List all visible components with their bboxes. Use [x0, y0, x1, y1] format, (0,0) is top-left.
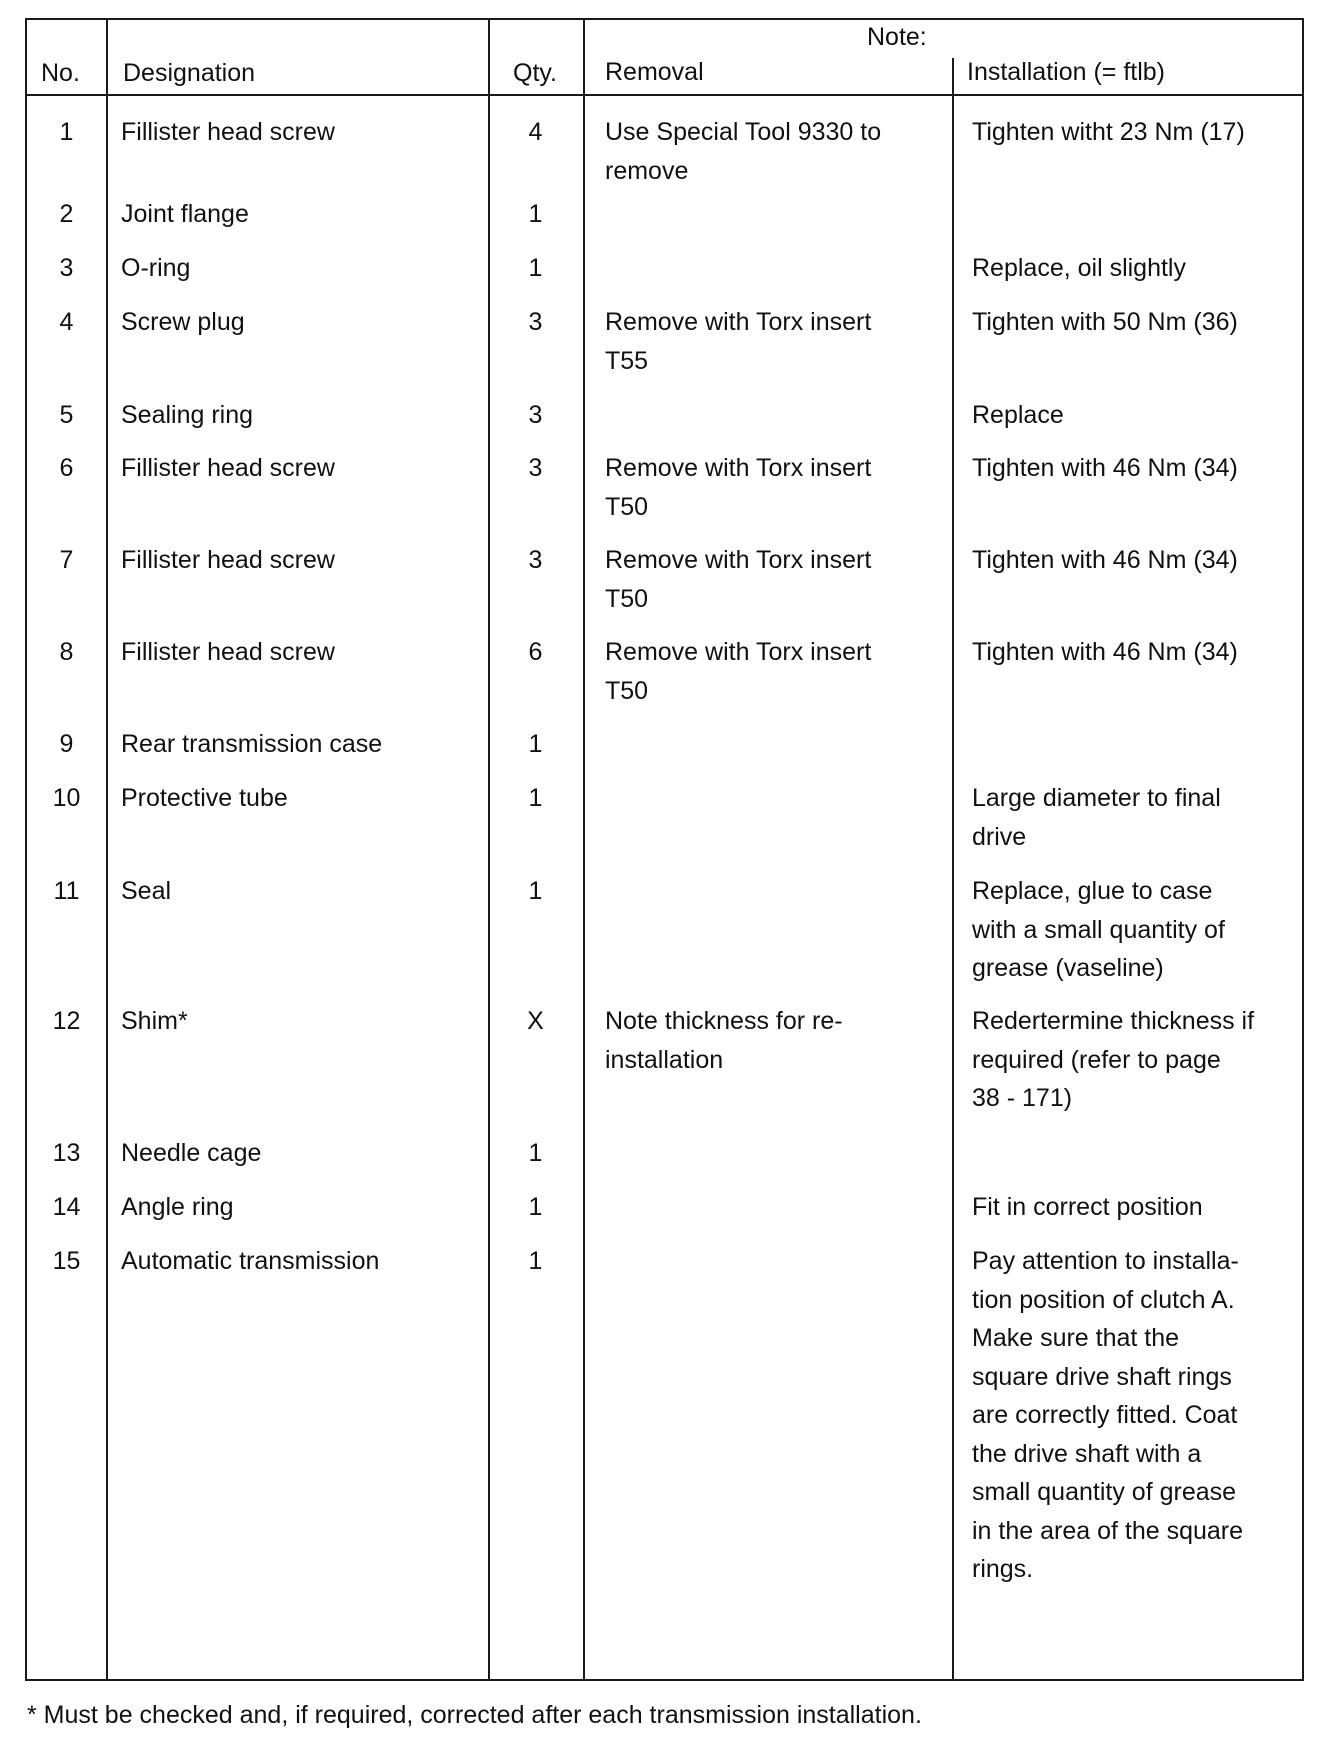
row-qty: 1 — [528, 1193, 543, 1221]
row-designation: Fillister head screw — [121, 118, 335, 146]
row-number: 2 — [59, 200, 74, 228]
row-qty: 1 — [528, 1247, 543, 1275]
row-number: 4 — [59, 308, 74, 336]
footnote: * Must be checked and, if required, corrected after each transmission installation. — [27, 1701, 922, 1729]
row-removal-note: T50 — [605, 676, 649, 705]
row-number: 9 — [59, 730, 74, 758]
row-designation: Fillister head screw — [121, 454, 335, 482]
row-installation-note: Make sure that the — [972, 1324, 1180, 1352]
row-installation-note: Replace — [972, 401, 1064, 429]
header-designation: Designation — [123, 59, 256, 87]
row-installation-note: with a small quantity of — [972, 915, 1225, 944]
row-installation-note: small quantity of grease — [972, 1478, 1237, 1506]
row-installation-note: are correctly fitted. Coat — [972, 1401, 1238, 1429]
row-qty: 3 — [528, 546, 543, 574]
row-designation: Shim* — [121, 1007, 188, 1035]
row-removal-note: T50 — [605, 584, 649, 613]
row-installation-note: drive — [972, 822, 1027, 851]
row-number: 7 — [59, 546, 74, 574]
row-number: 13 — [52, 1139, 81, 1167]
row-designation: O-ring — [121, 254, 191, 282]
row-installation-note: tion position of clutch A. — [972, 1285, 1235, 1314]
row-installation-note: Tighten with 46 Nm (34) — [972, 454, 1238, 482]
header-no: No. — [41, 59, 80, 87]
row-installation-note: Fit in correct position — [972, 1193, 1203, 1221]
column-divider — [106, 20, 108, 1679]
row-removal-note: installation — [605, 1045, 724, 1074]
row-designation: Angle ring — [121, 1193, 234, 1221]
column-divider — [583, 20, 585, 1679]
row-installation-note: grease (vaseline) — [972, 954, 1164, 982]
row-qty: 4 — [528, 118, 543, 146]
row-removal-note: Remove with Torx insert — [605, 308, 872, 336]
row-designation: Fillister head screw — [121, 638, 335, 666]
row-designation: Automatic transmission — [121, 1247, 380, 1275]
row-removal-note: remove — [605, 156, 689, 185]
row-removal-note: Note thickness for re- — [605, 1007, 843, 1035]
row-number: 11 — [53, 877, 80, 905]
column-divider — [952, 58, 954, 1679]
row-qty: 1 — [528, 877, 543, 905]
row-number: 5 — [59, 401, 74, 429]
row-installation-note: Large diameter to final — [972, 784, 1221, 812]
row-number: 8 — [59, 638, 74, 666]
parts-table — [25, 18, 1304, 1681]
row-installation-note: rings. — [972, 1555, 1034, 1583]
row-qty: 1 — [528, 200, 543, 228]
row-installation-note: Tighten with 46 Nm (34) — [972, 638, 1238, 666]
row-installation-note: Replace, oil slightly — [972, 254, 1186, 282]
row-installation-note: Tighten with 46 Nm (34) — [972, 546, 1238, 574]
row-qty: 1 — [528, 730, 543, 758]
row-installation-note: in the area of the square — [972, 1516, 1244, 1545]
row-designation: Screw plug — [121, 308, 245, 336]
row-removal-note: Use Special Tool 9330 to — [605, 118, 882, 146]
row-designation: Seal — [121, 877, 172, 905]
row-qty: 3 — [528, 454, 543, 482]
row-designation: Fillister head screw — [121, 546, 335, 574]
row-removal-note: Remove with Torx insert — [605, 454, 872, 482]
row-installation-note: required (refer to page — [972, 1045, 1221, 1074]
row-qty: 1 — [528, 784, 543, 812]
row-removal-note: T50 — [605, 492, 649, 521]
row-removal-note: T55 — [605, 346, 649, 375]
row-number: 3 — [59, 254, 74, 282]
row-installation-note: Tighten witht 23 Nm (17) — [972, 118, 1245, 146]
row-removal-note: Remove with Torx insert — [605, 546, 872, 574]
row-qty: 1 — [528, 254, 543, 282]
row-qty: 3 — [528, 308, 543, 336]
row-installation-note: the drive shaft with a — [972, 1439, 1202, 1468]
row-number: 12 — [52, 1007, 81, 1035]
row-designation: Sealing ring — [121, 401, 254, 429]
row-installation-note: Redertermine thickness if — [972, 1007, 1255, 1035]
row-number: 6 — [59, 454, 74, 482]
row-designation: Needle cage — [121, 1139, 262, 1167]
row-qty: X — [527, 1007, 544, 1035]
row-qty: 3 — [528, 401, 543, 429]
row-number: 10 — [52, 784, 81, 812]
header-divider — [27, 94, 1302, 96]
row-qty: 1 — [528, 1139, 543, 1167]
row-removal-note: Remove with Torx insert — [605, 638, 872, 666]
row-installation-note: Tighten with 50 Nm (36) — [972, 308, 1238, 336]
header-note: Note: — [867, 23, 927, 51]
row-number: 14 — [52, 1193, 81, 1221]
row-designation: Joint flange — [121, 200, 249, 228]
row-qty: 6 — [528, 638, 543, 666]
row-designation: Rear transmission case — [121, 730, 383, 758]
row-installation-note: square drive shaft rings — [972, 1362, 1232, 1391]
header-installation: Installation (= ftlb) — [967, 58, 1166, 86]
row-designation: Protective tube — [121, 784, 288, 812]
row-number: 1 — [59, 118, 74, 146]
row-installation-note: Replace, glue to case — [972, 877, 1213, 905]
header-removal: Removal — [605, 58, 704, 86]
row-installation-note: 38 - 171) — [972, 1084, 1073, 1112]
row-installation-note: Pay attention to installa- — [972, 1247, 1239, 1275]
row-number: 15 — [52, 1247, 81, 1275]
header-qty: Qty. — [513, 59, 557, 87]
